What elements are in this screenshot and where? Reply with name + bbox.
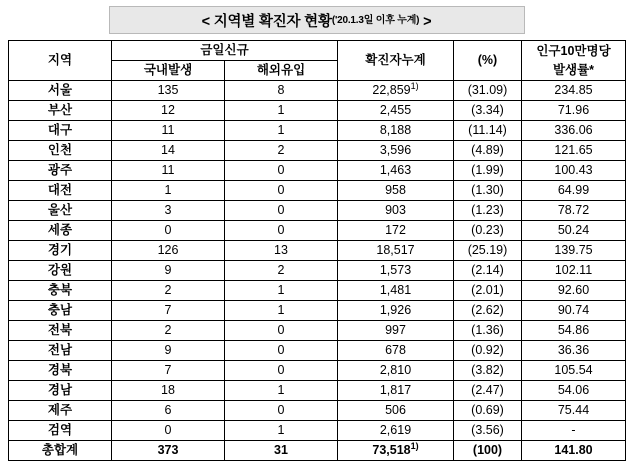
cell-percent: (31.09) [454,81,522,101]
cell-domestic: 18 [112,381,225,401]
cell-overseas: 1 [225,421,338,441]
cell-domestic: 7 [112,301,225,321]
cell-cumulative: 1,481 [338,281,454,301]
cell-incidence-rate: 50.24 [522,221,626,241]
cell-cumulative: 73,518$^{1)}$ [338,441,454,461]
cell-percent: (1.30) [454,181,522,201]
cell-region: 대전 [9,181,112,201]
region-case-table [8,40,626,461]
cell-overseas: 1 [225,301,338,321]
cell-cumulative: 2,810 [338,361,454,381]
cell-percent: (1.99) [454,161,522,181]
incidence-rate-line2: 발생률* [552,62,595,77]
table-row [9,241,626,261]
column-header-incidence-rate [522,41,626,81]
title-note: ('20.1.3일 이후 누계) [331,14,420,26]
column-header-region: 지역 [9,41,112,81]
title-main: 지역별 확진자 현황 [213,13,332,30]
table-total-row [9,441,626,461]
cell-cumulative: 22,859$^{1)}$ [338,81,454,101]
cell-region: 총합계 [9,441,112,461]
cell-region: 경남 [9,381,112,401]
cell-incidence-rate: 121.65 [522,141,626,161]
cell-incidence-rate: 336.06 [522,121,626,141]
table-row [9,81,626,101]
cell-region: 경기 [9,241,112,261]
cell-domestic: 0 [112,221,225,241]
cell-cumulative: 8,188 [338,121,454,141]
cell-overseas: 31 [225,441,338,461]
cell-domestic: 11 [112,161,225,181]
cell-percent: (1.36) [454,321,522,341]
cell-incidence-rate: 75.44 [522,401,626,421]
cell-overseas: 0 [225,341,338,361]
cell-incidence-rate: 141.80 [522,441,626,461]
header-row-1 [9,41,626,61]
cell-region: 서울 [9,81,112,101]
cell-incidence-rate: 234.85 [522,81,626,101]
table-row [9,321,626,341]
cell-region: 부산 [9,101,112,121]
cell-incidence-rate: 64.99 [522,181,626,201]
cell-domestic: 12 [112,101,225,121]
cell-region: 세종 [9,221,112,241]
cell-cumulative: 958 [338,181,454,201]
cell-cumulative: 678 [338,341,454,361]
cell-percent: (3.56) [454,421,522,441]
page-title [202,10,432,31]
table-row [9,201,626,221]
cell-region: 강원 [9,261,112,281]
cell-overseas: 0 [225,401,338,421]
cell-overseas: 0 [225,181,338,201]
cell-percent: (2.62) [454,301,522,321]
title-prefix: < [201,13,210,30]
table-row [9,361,626,381]
cell-domestic: 1 [112,181,225,201]
cell-cumulative: 1,926 [338,301,454,321]
cell-overseas: 0 [225,161,338,181]
cell-percent: (0.92) [454,341,522,361]
cell-percent: (2.14) [454,261,522,281]
cell-cumulative: 3,596 [338,141,454,161]
cell-region: 광주 [9,161,112,181]
cell-cumulative: 172 [338,221,454,241]
cell-percent: (3.34) [454,101,522,121]
cell-percent: (0.69) [454,401,522,421]
cell-overseas: 1 [225,281,338,301]
cell-overseas: 0 [225,221,338,241]
cell-percent: (2.01) [454,281,522,301]
cell-percent: (11.14) [454,121,522,141]
cell-cumulative: 2,455 [338,101,454,121]
cell-percent: (100) [454,441,522,461]
cell-percent: (4.89) [454,141,522,161]
cell-cumulative: 2,619 [338,421,454,441]
table-row [9,281,626,301]
cell-percent: (1.23) [454,201,522,221]
table-row [9,341,626,361]
table-row [9,401,626,421]
cell-domestic: 9 [112,341,225,361]
cell-domestic: 3 [112,201,225,221]
table-row [9,301,626,321]
cell-region: 충북 [9,281,112,301]
column-header-domestic: 국내발생 [112,61,225,81]
cell-domestic: 373 [112,441,225,461]
cell-percent: (0.23) [454,221,522,241]
column-header-overseas: 해외유입 [225,61,338,81]
cell-percent: (2.47) [454,381,522,401]
table-row [9,421,626,441]
table-row [9,181,626,201]
table-row [9,121,626,141]
cell-cumulative-footnote: 1) [410,80,419,91]
cell-percent: (25.19) [454,241,522,261]
cell-overseas: 0 [225,321,338,341]
cell-overseas: 2 [225,261,338,281]
cell-cumulative: 903 [338,201,454,221]
cell-incidence-rate: 54.06 [522,381,626,401]
cell-domestic: 11 [112,121,225,141]
incidence-rate-line1: 인구10만명당 [536,43,611,58]
cell-cumulative: 1,817 [338,381,454,401]
cell-cumulative: 18,517 [338,241,454,261]
cell-incidence-rate: 78.72 [522,201,626,221]
table-row [9,381,626,401]
table-row [9,101,626,121]
cell-region: 인천 [9,141,112,161]
cell-cumulative: 506 [338,401,454,421]
table-row [9,161,626,181]
cell-region: 울산 [9,201,112,221]
cell-region: 충남 [9,301,112,321]
cell-incidence-rate: 139.75 [522,241,626,261]
table-row [9,141,626,161]
cell-domestic: 2 [112,321,225,341]
title-suffix: > [423,13,432,30]
cell-domestic: 0 [112,421,225,441]
cell-overseas: 1 [225,381,338,401]
report-page [0,6,633,465]
page-title-bar [109,6,525,34]
cell-overseas: 1 [225,121,338,141]
table-row [9,221,626,241]
cell-incidence-rate: 54.86 [522,321,626,341]
cell-incidence-rate: 102.11 [522,261,626,281]
cell-overseas: 1 [225,101,338,121]
cell-overseas: 0 [225,201,338,221]
cell-region: 전북 [9,321,112,341]
cell-incidence-rate: 92.60 [522,281,626,301]
column-header-percent: (%) [454,41,522,81]
cell-region: 경북 [9,361,112,381]
cell-overseas: 2 [225,141,338,161]
cell-percent: (3.82) [454,361,522,381]
cell-incidence-rate: 100.43 [522,161,626,181]
cell-domestic: 7 [112,361,225,381]
cell-cumulative: 1,463 [338,161,454,181]
cell-domestic: 6 [112,401,225,421]
cell-incidence-rate: 36.36 [522,341,626,361]
cell-overseas: 13 [225,241,338,261]
cell-cumulative: 997 [338,321,454,341]
cell-domestic: 126 [112,241,225,261]
cell-incidence-rate: 71.96 [522,101,626,121]
cell-region: 대구 [9,121,112,141]
cell-region: 검역 [9,421,112,441]
cell-region: 전남 [9,341,112,361]
column-header-today-new: 금일신규 [112,41,338,61]
table-header [9,41,626,81]
cell-region: 제주 [9,401,112,421]
table-body [9,81,626,461]
cell-domestic: 2 [112,281,225,301]
cell-domestic: 135 [112,81,225,101]
cell-incidence-rate: - [522,421,626,441]
table-row [9,261,626,281]
column-header-cumulative: 확진자누계 [338,41,454,81]
cell-cumulative-footnote: 1) [410,440,419,451]
cell-domestic: 9 [112,261,225,281]
cell-domestic: 14 [112,141,225,161]
cell-incidence-rate: 90.74 [522,301,626,321]
cell-overseas: 8 [225,81,338,101]
cell-overseas: 0 [225,361,338,381]
cell-cumulative: 1,573 [338,261,454,281]
cell-incidence-rate: 105.54 [522,361,626,381]
